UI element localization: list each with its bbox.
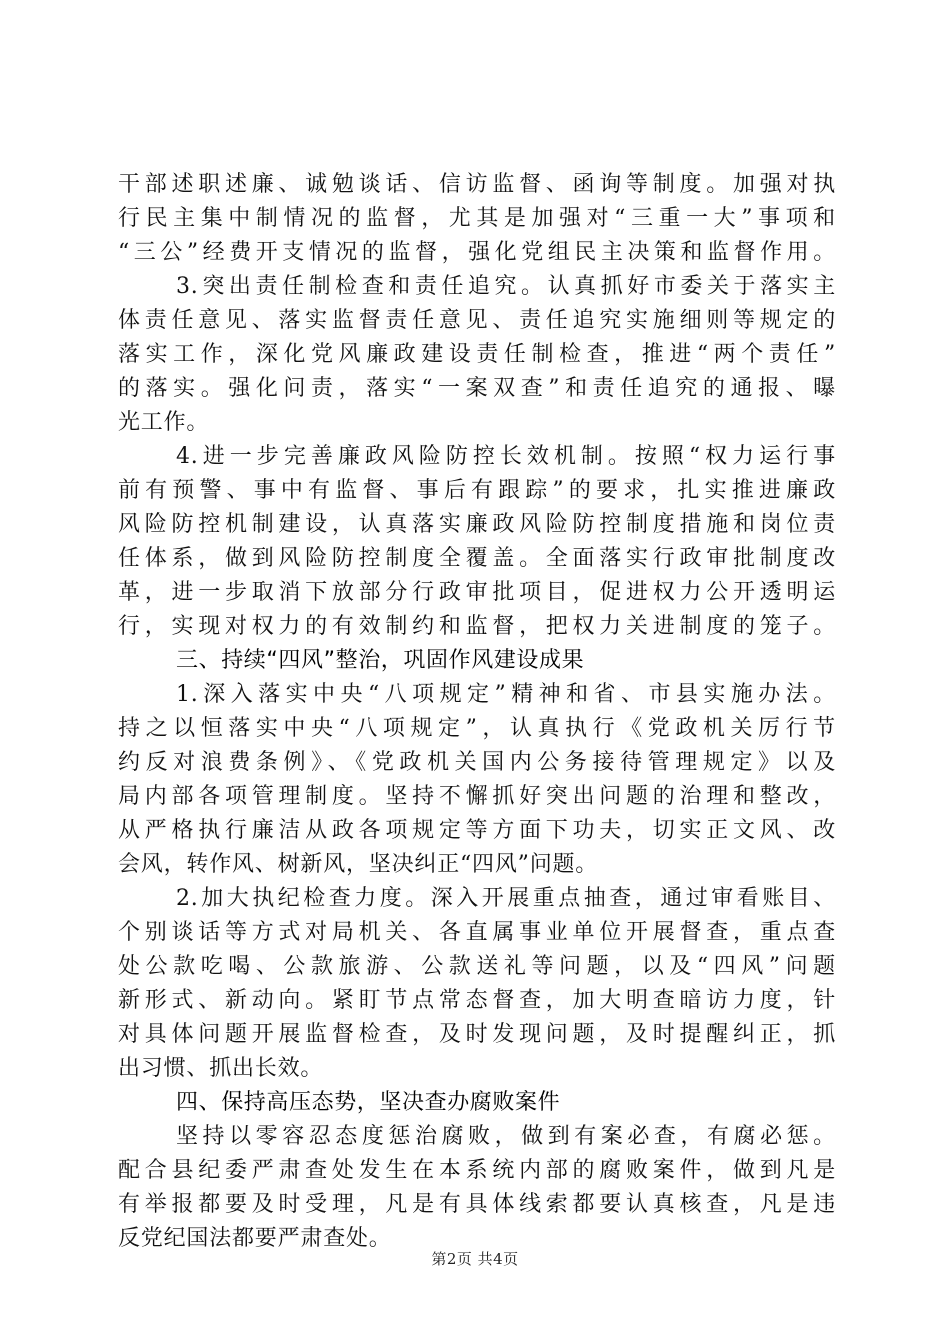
page-number-footer: 第2页 共4页 — [431, 1250, 519, 1268]
text-line: 个别谈话等方式对局机关、各直属事业单位开展督查，重点查 — [118, 920, 836, 945]
text-line: 光工作。 — [118, 410, 210, 435]
document-body — [118, 168, 836, 1256]
text-line: 从严格执行廉洁从政各项规定等方面下功夫，切实正文风、改 — [118, 818, 836, 843]
text-line: 任体系，做到风险防控制度全覆盖。全面落实行政审批制度改 — [118, 546, 836, 571]
text-line: 反党纪国法都要严肃查处。 — [118, 1226, 392, 1251]
text-line: 会风，转作风、树新风，坚决纠正“四风”问题。 — [118, 852, 599, 877]
text-line: 1.深入落实中央“八项规定”精神和省、市县实施办法。 — [176, 682, 836, 707]
text-line: 行民主集中制情况的监督，尤其是加强对“三重一大”事项和 — [118, 206, 836, 231]
text-line: 风险防控机制建设，认真落实廉政风险防控制度措施和岗位责 — [118, 512, 836, 537]
text-line: 干部述职述廉、诚勉谈话、信访监督、函询等制度。加强对执 — [118, 172, 836, 197]
text-line: 有举报都要及时受理，凡是有具体线索都要认真核查，凡是违 — [118, 1192, 836, 1217]
text-line: 4.进一步完善廉政风险防控长效机制。按照“权力运行事 — [176, 444, 836, 469]
text-line: 配合县纪委严肃查处发生在本系统内部的腐败案件，做到凡是 — [118, 1158, 836, 1183]
text-line: 对具体问题开展监督检查，及时发现问题，及时提醒纠正，抓 — [118, 1022, 836, 1047]
text-line: “三公”经费开支情况的监督，强化党组民主决策和监督作用。 — [118, 240, 836, 265]
text-line: 局内部各项管理制度。坚持不懈抓好突出问题的治理和整改， — [118, 784, 836, 809]
section-heading: 四、保持高压态势，坚决查办腐败案件 — [176, 1090, 561, 1115]
text-line: 持之以恒落实中央“八项规定”，认真执行《党政机关厉行节 — [118, 716, 836, 741]
text-line: 约反对浪费条例》、《党政机关国内公务接待管理规定》以及 — [118, 750, 836, 775]
text-line: 3.突出责任制检查和责任追究。认真抓好市委关于落实主 — [176, 274, 836, 299]
text-line: 出习惯、抓出长效。 — [118, 1056, 324, 1081]
text-line: 的落实。强化问责，落实“一案双查”和责任追究的通报、曝 — [118, 376, 836, 401]
text-line: 革，进一步取消下放部分行政审批项目，促进权力公开透明运 — [118, 580, 836, 605]
text-line: 坚持以零容忍态度惩治腐败，做到有案必查，有腐必惩。 — [176, 1124, 836, 1149]
text-line: 落实工作，深化党风廉政建设责任制检查，推进“两个责任” — [118, 342, 836, 367]
text-line: 2.加大执纪检查力度。深入开展重点抽查，通过审看账目、 — [176, 886, 836, 911]
text-line: 前有预警、事中有监督、事后有跟踪”的要求，扎实推进廉政 — [118, 478, 836, 503]
text-line: 处公款吃喝、公款旅游、公款送礼等问题，以及“四风”问题 — [118, 954, 836, 979]
section-heading: 三、持续“四风”整治，巩固作风建设成果 — [176, 648, 585, 673]
text-line: 行，实现对权力的有效制约和监督，把权力关进制度的笼子。 — [118, 614, 836, 639]
text-line: 体责任意见、落实监督责任意见、责任追究实施细则等规定的 — [118, 308, 836, 333]
text-line: 新形式、新动向。紧盯节点常态督查，加大明查暗访力度，针 — [118, 988, 836, 1013]
